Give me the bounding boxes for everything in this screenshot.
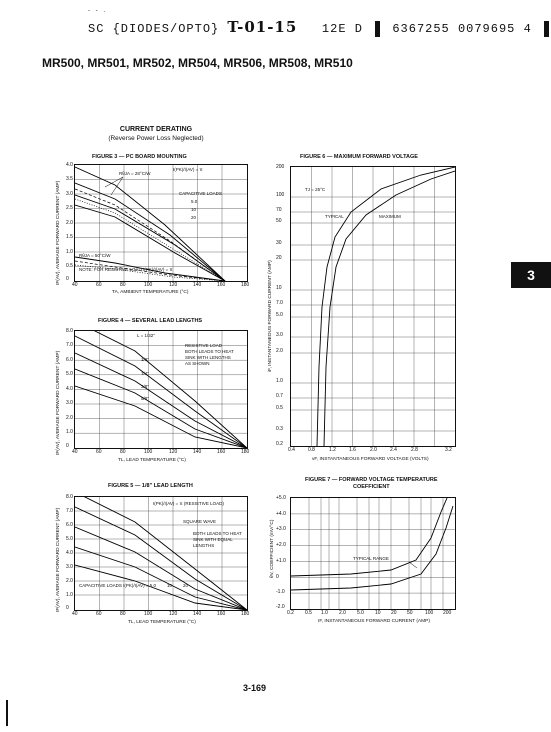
- fig7-ytick: +3.0: [276, 526, 286, 532]
- fig3-xtick: 40: [72, 282, 78, 288]
- fig5-note-resistive: I(PK)/I(AV) = π (RESISTIVE LOAD): [153, 501, 224, 506]
- fig3-ytick: 1.0: [66, 249, 73, 255]
- fig4-xtick: 40: [72, 449, 78, 455]
- fig5-note-capacitive: CAPACITIVE LOADS I(PK)/I(AV) = 5.0: [79, 583, 156, 588]
- fig6-ytick: 0.5: [276, 405, 283, 411]
- fig5-note-10: 10: [167, 583, 173, 588]
- fig7-ytick: 0: [276, 574, 279, 580]
- fig5-xtick: 80: [120, 611, 126, 617]
- fig3-ytick: 3.0: [66, 191, 73, 197]
- fig5-ytick: 2.0: [66, 578, 73, 584]
- fig4-xticks: [72, 449, 252, 457]
- fig4-note-shown: AS SHOWN: [185, 361, 210, 366]
- fig3-xtick: 60: [96, 282, 102, 288]
- fig7-ylabel: θV, COEFFICIENT (mV/°C): [270, 519, 275, 578]
- fig5-ytick: 0: [66, 605, 69, 611]
- fig3-note-10: 10: [191, 207, 197, 212]
- fig5-xtick: 100: [144, 611, 153, 617]
- fig7-ytick: +4.0: [276, 511, 286, 517]
- top-marks: - - .: [88, 8, 107, 14]
- fig4-ytick: 3.0: [66, 400, 73, 406]
- fig6-note-maximum: MAXIMUM: [379, 214, 401, 219]
- fig6-note-tj: TJ = 25°C: [305, 187, 326, 192]
- fig6-ytick: 7.0: [276, 300, 283, 306]
- fig5-note-sink: SINK WITH EQUAL: [193, 537, 233, 542]
- fig6-note-typical: TYPICAL: [325, 214, 344, 219]
- fig7-ytick: -2.0: [276, 604, 285, 610]
- fig6-yticks: [276, 164, 290, 449]
- fig4-note-l: L = 1/32": [137, 333, 155, 338]
- fig7-title-line2: COEFFICIENT: [353, 484, 390, 490]
- fig6-xtick: 0.4: [288, 447, 295, 453]
- fig5-xtick: 60: [96, 611, 102, 617]
- fig4-note-18: 1/8": [141, 357, 149, 362]
- fig7-xtick: 20: [391, 610, 397, 616]
- fig6-ytick: 50: [276, 218, 282, 224]
- fig4-note-14: 1/4": [141, 371, 149, 376]
- fig5-svg: [75, 497, 247, 610]
- fig7-yticks: [276, 495, 290, 613]
- header-line: [88, 18, 551, 37]
- fig4-ytick: 0: [66, 443, 69, 449]
- fig6-ytick: 100: [276, 192, 285, 198]
- fig3-note-resistive: NOTE: FOR RESISTIVE LOAD I(PK)/I(AV) = π: [79, 267, 173, 272]
- fig6-plot: [290, 166, 456, 447]
- fig3-ytick: 3.5: [66, 176, 73, 182]
- header-right-code: 6367255 0079695 4: [392, 22, 532, 36]
- fig4-note-58: 5/8": [141, 396, 149, 401]
- fig7-xtick: 2.0: [339, 610, 346, 616]
- fig6-ytick: 20: [276, 255, 282, 261]
- handwritten-code: T-01-15: [227, 18, 298, 36]
- fig7-ytick: +1.0: [276, 558, 286, 564]
- fig4-ytick: 5.0: [66, 371, 73, 377]
- fig4-title: FIGURE 4 — SEVERAL LEAD LENGTHS: [98, 318, 203, 324]
- fig4-ylabel: IF(AV), AVERAGE FORWARD CURRENT (AMP): [56, 350, 61, 455]
- fig4-xtick: 120: [169, 449, 178, 455]
- fig4-note-resistive: RESISTIVE LOAD: [185, 343, 223, 348]
- fig3-note-5: 5.0: [191, 199, 198, 204]
- fig6-xlabel: vF, INSTANTANEOUS FORWARD VOLTAGE (VOLTS): [312, 457, 429, 462]
- section-title: CURRENT DERATING: [119, 126, 193, 133]
- fig5-note-lengths: LENGTHS: [193, 543, 215, 548]
- fig6-ytick: 0.3: [276, 426, 283, 432]
- fig6-xtick: 3.2: [445, 447, 452, 453]
- fig7-xlabel: IF, INSTANTANEOUS FORWARD CURRENT (AMP): [318, 619, 430, 624]
- fig4-ytick: 4.0: [66, 386, 73, 392]
- fig4-note-38: 3/8": [141, 384, 149, 389]
- fig5-ylabel: IF(AV), AVERAGE FORWARD CURRENT (AMP): [56, 507, 61, 612]
- fig5-ytick: 4.0: [66, 550, 73, 556]
- fig6-xtick: 1.6: [349, 447, 356, 453]
- fig4-plot: [74, 330, 248, 449]
- fig5-note-square: SQUARE WAVE: [183, 519, 217, 524]
- page-title: MR500, MR501, MR502, MR504, MR506, MR508, MR510: [42, 56, 353, 70]
- fig3-xticks: [72, 282, 252, 290]
- fig4-xtick: 60: [96, 449, 102, 455]
- header-left-code: SC {DIODES/OPTO}: [88, 22, 220, 36]
- fig6-ytick: 2.0: [276, 348, 283, 354]
- fig3-ytick: 0: [66, 276, 69, 282]
- fig7-xtick: 0.5: [305, 610, 312, 616]
- fig3-xtick: 160: [217, 282, 226, 288]
- fig3-xlabel: TA, AMBIENT TEMPERATURE (°C): [112, 290, 189, 295]
- fig7-xtick: 200: [443, 610, 452, 616]
- fig6-ytick: 1.0: [276, 378, 283, 384]
- fig6-ytick: 0.7: [276, 393, 283, 399]
- fig6-ytick: 3.0: [276, 332, 283, 338]
- fig7-xtick: 50: [407, 610, 413, 616]
- fig5-ytick: 6.0: [66, 522, 73, 528]
- fig6-xtick: 2.0: [370, 447, 377, 453]
- fig6-ytick: 10: [276, 285, 282, 291]
- fig6-ytick: 0.2: [276, 441, 283, 447]
- fig3-ytick: 2.5: [66, 205, 73, 211]
- fig3-ytick: 2.0: [66, 220, 73, 226]
- fig5-xtick: 160: [217, 611, 226, 617]
- fig6-xtick: 1.2: [329, 447, 336, 453]
- fig4-ytick: 6.0: [66, 357, 73, 363]
- fig5-plot: [74, 496, 248, 611]
- header-bar-end: [544, 21, 549, 37]
- fig5-ytick: 3.0: [66, 564, 73, 570]
- fig4-ytick: 2.0: [66, 415, 73, 421]
- fig3-note-capacitive: CAPACITIVE LOADS: [179, 191, 222, 196]
- fig6-xtick: 2.4: [390, 447, 397, 453]
- fig6-svg: [291, 167, 455, 446]
- fig4-xtick: 100: [144, 449, 153, 455]
- fig6-xticks: [288, 447, 460, 455]
- fig4-xtick: 80: [120, 449, 126, 455]
- fig3-xtick: 80: [120, 282, 126, 288]
- margin-mark: [6, 700, 8, 726]
- fig6-ytick: 70: [276, 207, 282, 213]
- fig3-xtick: 180: [241, 282, 250, 288]
- fig4-note-both: BOTH LEADS TO HEAT: [185, 349, 234, 354]
- fig5-xtick: 120: [169, 611, 178, 617]
- fig5-note-20: 20: [183, 583, 189, 588]
- fig5-title: FIGURE 5 — 1/8" LEAD LENGTH: [108, 483, 193, 489]
- fig3-xtick: 140: [193, 282, 202, 288]
- fig5-ytick: 1.0: [66, 592, 73, 598]
- fig3-note-ipk: I(PK)/I(AV) = π: [173, 167, 203, 172]
- fig6-title: FIGURE 6 — MAXIMUM FORWARD VOLTAGE: [300, 154, 418, 160]
- page-number: 3-169: [243, 683, 267, 693]
- header-bar: [375, 21, 380, 37]
- fig5-yticks: [66, 494, 74, 614]
- fig6-ytick: 30: [276, 240, 282, 246]
- fig5-ytick: 7.0: [66, 508, 73, 514]
- header-mid-code: 12E D: [321, 22, 363, 36]
- fig5-ytick: 5.0: [66, 536, 73, 542]
- fig5-xlabel: TL, LEAD TEMPERATURE (°C): [128, 620, 196, 625]
- fig7-plot: [290, 497, 456, 610]
- section-subtitle: (Reverse Power Loss Neglected): [108, 135, 204, 142]
- fig7-ytick: -1.0: [276, 589, 285, 595]
- fig3-ytick: 1.5: [66, 234, 73, 240]
- fig7-xtick: 5.0: [357, 610, 364, 616]
- fig4-xtick: 180: [241, 449, 250, 455]
- fig4-yticks: [66, 328, 74, 452]
- fig4-ytick: 1.0: [66, 429, 73, 435]
- fig3-svg: [75, 165, 247, 281]
- fig3-note-rtheta28: RθJA = 28°C/W: [119, 171, 151, 176]
- fig3-note-rtheta50: RθJA = 50°C/W: [79, 253, 111, 258]
- fig4-note-sink: SINK WITH LENGTHS: [185, 355, 231, 360]
- fig3-ylabel: IF(AV), AVERAGE FORWARD CURRENT (AMP): [56, 180, 61, 285]
- fig3-note-20: 20: [191, 215, 197, 220]
- fig7-ytick: +5.0: [276, 495, 286, 501]
- fig6-ytick: 200: [276, 164, 285, 170]
- fig3-yticks: [66, 162, 74, 286]
- fig4-ytick: 7.0: [66, 342, 73, 348]
- fig7-xtick: 100: [425, 610, 434, 616]
- section-tab: 3: [511, 262, 551, 288]
- fig4-xtick: 160: [217, 449, 226, 455]
- fig3-xtick: 120: [169, 282, 178, 288]
- fig6-ytick: 5.0: [276, 312, 283, 318]
- fig4-xtick: 140: [193, 449, 202, 455]
- fig7-title: FIGURE 7 — FORWARD VOLTAGE TEMPERATURE: [305, 477, 438, 483]
- fig4-xlabel: TL, LEAD TEMPERATURE (°C): [118, 458, 186, 463]
- fig5-xticks: [72, 611, 252, 619]
- fig7-ytick: +2.0: [276, 542, 286, 548]
- fig7-xtick: 10: [375, 610, 381, 616]
- fig7-svg: [291, 498, 455, 609]
- fig6-xtick: 2.8: [411, 447, 418, 453]
- fig7-xtick: 1.0: [321, 610, 328, 616]
- fig5-note-both: BOTH LEADS TO HEAT: [193, 531, 242, 536]
- fig3-plot: [74, 164, 248, 282]
- fig7-xticks: [287, 610, 463, 618]
- fig3-title: FIGURE 3 — PC BOARD MOUNTING: [92, 154, 187, 160]
- fig7-xtick: 0.2: [287, 610, 294, 616]
- fig5-xtick: 40: [72, 611, 78, 617]
- fig5-xtick: 180: [241, 611, 250, 617]
- fig3-xtick: 100: [144, 282, 153, 288]
- fig3-ytick: 4.0: [66, 162, 73, 168]
- fig6-xtick: 0.8: [308, 447, 315, 453]
- fig4-ytick: 8.0: [66, 328, 73, 334]
- fig7-note-typical-range: TYPICAL RANGE: [353, 556, 389, 561]
- fig5-ytick: 8.0: [66, 494, 73, 500]
- fig5-xtick: 140: [193, 611, 202, 617]
- fig3-ytick: 0.5: [66, 263, 73, 269]
- fig6-ylabel: iF, INSTANTANEOUS FORWARD CURRENT (AMP): [268, 260, 273, 372]
